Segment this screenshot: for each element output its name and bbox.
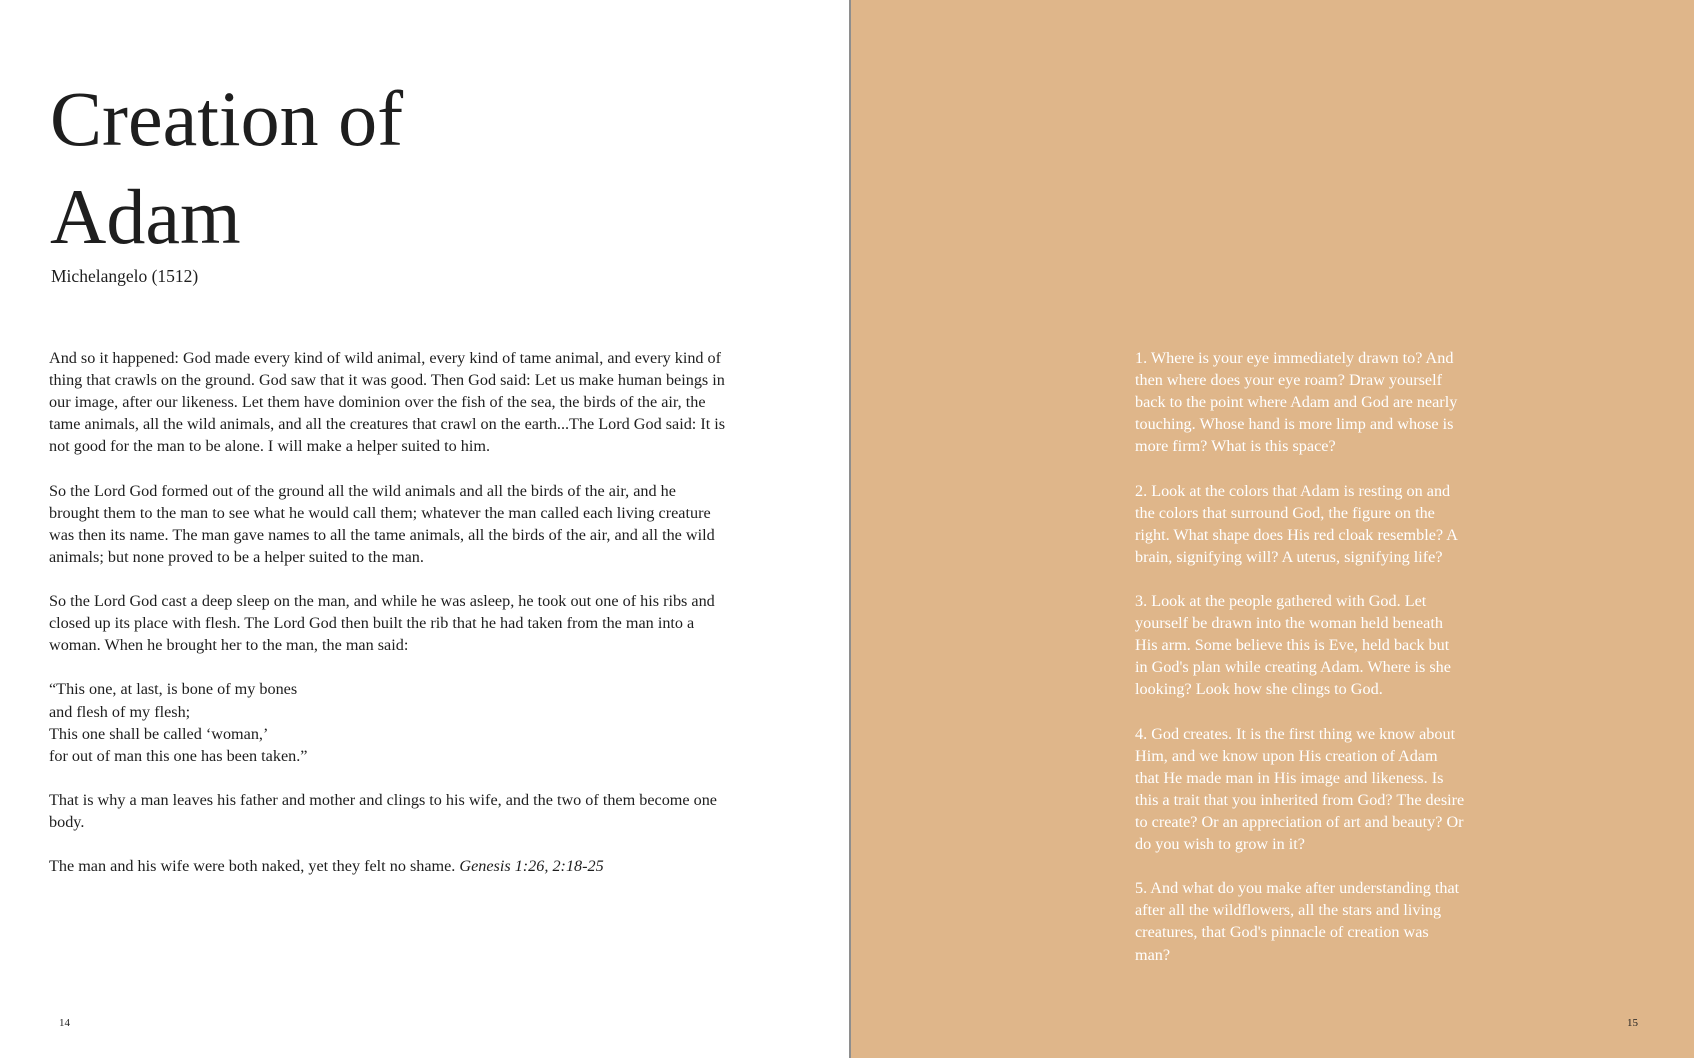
final-paragraph <box>49 855 739 877</box>
question-line: 2. Look at the colors that Adam is resting on and <box>1135 481 1451 500</box>
text-line: body. <box>49 812 85 831</box>
artist-credit: Michelangelo (1512) <box>51 266 199 286</box>
text-line: woman. When he brought her to the man, the man said: <box>49 636 409 655</box>
title-line: Adam <box>50 173 241 260</box>
text-line: was then its name. The man gave names to all the tame animals, all the birds of the air, and all the wild <box>49 525 715 544</box>
question-line: right. What shape does His red cloak resemble? A <box>1135 525 1458 544</box>
reflection-questions <box>1135 347 1480 988</box>
question-line: do you wish to grow in it? <box>1135 835 1305 854</box>
poem-stanza <box>49 678 739 766</box>
question-line: 3. Look at the people gathered with God. Let <box>1135 592 1427 611</box>
text-line: our image, after our likeness. Let them have dominion over the fish of the sea, the birds of the air, the <box>49 393 706 412</box>
question-item <box>1135 877 1480 965</box>
question-line: that He made man in His image and likeness. Is <box>1135 768 1444 787</box>
poem-line: “This one, at last, is bone of my bones <box>49 680 298 699</box>
text-line: animals; but none proved to be a helper suited to the man. <box>49 547 424 566</box>
question-line: 5. And what do you make after understanding that <box>1135 879 1460 898</box>
poem-line: This one shall be called ‘woman,’ <box>49 724 269 743</box>
question-line: creatures, that God's pinnacle of creation was <box>1135 923 1429 942</box>
scripture-passage <box>49 347 739 899</box>
passage-paragraph <box>49 789 739 833</box>
question-line: then where does your eye roam? Draw yourself <box>1135 371 1442 390</box>
question-item <box>1135 347 1480 457</box>
page-number-left: 14 <box>59 1017 70 1029</box>
text-line: brought them to the man to see what he would call them; whatever the man called each living creature <box>49 503 711 522</box>
text-line: not good for the man to be alone. I will make a helper suited to him. <box>49 437 490 456</box>
question-line: to create? Or an appreciation of art and beauty? Or <box>1135 812 1464 831</box>
text-line: closed up its place with flesh. The Lord God then built the rib that he had taken from the man into a <box>49 614 695 633</box>
question-item <box>1135 723 1480 856</box>
page-number-right: 15 <box>1627 1017 1638 1029</box>
title-line: Creation of <box>50 75 404 162</box>
text-line: tame animals, all the wild animals, and all the creatures that crawl on the earth...The Lord God said: It is <box>49 415 726 434</box>
poem-line: for out of man this one has been taken.” <box>49 746 308 765</box>
text-line: So the Lord God formed out of the ground all the wild animals and all the birds of the air, and he <box>49 481 676 500</box>
page-title <box>50 70 650 266</box>
question-line: 1. Where is your eye immediately drawn to? And <box>1135 349 1454 367</box>
question-line: after all the wildflowers, all the stars and living <box>1135 901 1442 920</box>
question-line: His arm. Some believe this is Eve, held back but <box>1135 636 1450 655</box>
question-line: more firm? What is this space? <box>1135 437 1336 456</box>
passage-paragraph <box>49 480 739 568</box>
question-item <box>1135 590 1480 700</box>
passage-paragraph <box>49 347 739 457</box>
question-line: yourself be drawn into the woman held beneath <box>1135 614 1443 633</box>
text-line: And so it happened: God made every kind of wild animal, every kind of tame animal, and every kind of <box>49 349 722 367</box>
question-line: brain, signifying will? A uterus, signifying life? <box>1135 547 1443 566</box>
scripture-citation: Genesis 1:26, 2:18-25 <box>459 857 604 876</box>
question-line: looking? Look how she clings to God. <box>1135 680 1383 699</box>
question-line: Him, and we know upon His creation of Adam <box>1135 746 1438 765</box>
question-line: the colors that surround God, the figure on the <box>1135 503 1435 522</box>
poem-line: and flesh of my flesh; <box>49 702 191 721</box>
question-line: in God's plan while creating Adam. Where is she <box>1135 658 1451 677</box>
question-line: man? <box>1135 945 1171 964</box>
question-line: back to the point where Adam and God are nearly <box>1135 393 1458 412</box>
text-line: thing that crawls on the ground. God saw that it was good. Then God said: Let us make human beings in <box>49 371 725 390</box>
question-line: this a trait that you inherited from God? The desire <box>1135 790 1465 809</box>
passage-paragraph <box>49 590 739 656</box>
final-paragraph-text: The man and his wife were both naked, yet they felt no shame. <box>49 857 460 876</box>
text-line: That is why a man leaves his father and mother and clings to his wife, and the two of them become one <box>49 790 717 809</box>
text-line: So the Lord God cast a deep sleep on the man, and while he was asleep, he took out one of his ribs and <box>49 592 715 611</box>
question-item <box>1135 480 1480 568</box>
question-line: 4. God creates. It is the first thing we know about <box>1135 724 1456 743</box>
question-line: touching. Whose hand is more limp and whose is <box>1135 415 1454 434</box>
